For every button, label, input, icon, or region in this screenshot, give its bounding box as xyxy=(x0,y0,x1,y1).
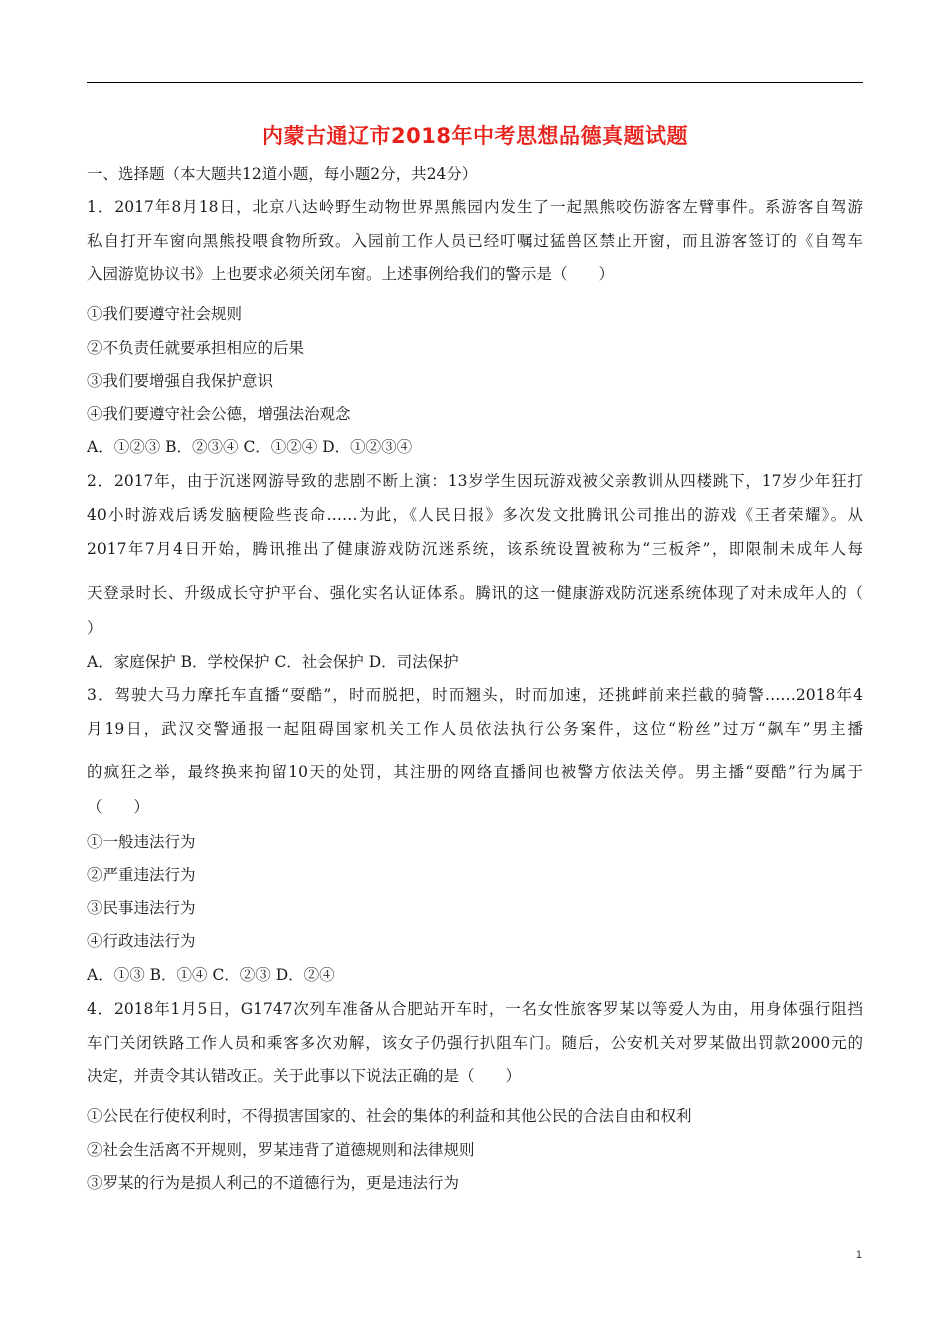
page-number: 1 xyxy=(855,1249,862,1261)
text-line: 的疯狂之举，最终换来拘留10天的处罚，其注册的网络直播间也被警方依法关停。男主播“耍酷”行为属于 xyxy=(87,763,863,781)
text-line: A．①②③ B．②③④ C．①②④ D．①②③④ xyxy=(87,438,413,456)
text-line: ③我们要增强自我保护意识 xyxy=(87,372,274,390)
text-line: 40小时游戏后诱发脑梗险些丧命……为此，《人民日报》多次发文批腾讯公司推出的游戏《王者荣耀》。从 xyxy=(87,506,863,524)
text-line: ②不负责任就要承担相应的后果 xyxy=(87,339,305,357)
text-line: ） xyxy=(87,619,103,637)
header-rule xyxy=(87,82,863,83)
text-line: 3．驾驶大马力摩托车直播“耍酷”，时而脱把，时而翘头，时而加速，还挑衅前来拦截的骑警……2018年4 xyxy=(87,686,863,704)
text-line: ①公民在行使权利时，不得损害国家的、社会的集体的利益和其他公民的合法自由和权利 xyxy=(87,1107,692,1125)
text-line: 私自打开车窗向黑熊投喂食物所致。入园前工作人员已经叮嘱过猛兽区禁止开窗，而且游客签订的《自驾车 xyxy=(87,232,863,250)
text-line: ①我们要遵守社会规则 xyxy=(87,305,243,323)
text-line: （ ） xyxy=(87,798,150,816)
text-line: 2．2017年，由于沉迷网游导致的悲剧不断上演：13岁学生因玩游戏被父亲教训从四楼跳下，17岁少年狂打 xyxy=(87,472,863,490)
text-line: 月19日，武汉交警通报一起阻碍国家机关工作人员依法执行公务案件，这位“粉丝”过万“飙车”男主播 xyxy=(87,720,863,738)
text-line: 2017年7月4日开始，腾讯推出了健康游戏防沉迷系统，该系统设置被称为“三板斧”，即限制未成年人每 xyxy=(87,540,863,558)
text-line: ③民事违法行为 xyxy=(87,899,196,917)
text-line: A．家庭保护 B．学校保护 C．社会保护 D．司法保护 xyxy=(87,653,459,671)
text-line: 车门关闭铁路工作人员和乘客多次劝解，该女子仍强行扒阻车门。随后，公安机关对罗某做出罚款2000元的 xyxy=(87,1034,863,1052)
text-line: ④行政违法行为 xyxy=(87,932,196,950)
text-line: A．①③ B．①④ C．②③ D．②④ xyxy=(87,966,335,984)
text-line: ②社会生活离不开规则，罗某违背了道德规则和法律规则 xyxy=(87,1141,475,1159)
text-line: 4．2018年1月5日，G1747次列车准备从合肥站开车时，一名女性旅客罗某以等爱人为由，用身体强行阻挡 xyxy=(87,1000,863,1018)
text-line: ②严重违法行为 xyxy=(87,866,196,884)
text-line: 入园游览协议书》上也要求必须关闭车窗。上述事例给我们的警示是（ ） xyxy=(87,265,615,283)
section-heading: 一、选择题（本大题共12道小题，每小题2分，共24分） xyxy=(87,165,478,183)
text-line: ③罗某的行为是损人利己的不道德行为，更是违法行为 xyxy=(87,1174,460,1192)
text-line: 天登录时长、升级成长守护平台、强化实名认证体系。腾讯的这一健康游戏防沉迷系统体现了对未成年人的（ xyxy=(87,584,863,602)
page-title: 内蒙古通辽市2018年中考思想品德真题试题 xyxy=(262,124,688,148)
text-line: 1．2017年8月18日，北京八达岭野生动物世界黑熊园内发生了一起黑熊咬伤游客左臂事件。系游客自驾游 xyxy=(87,198,863,216)
text-line: ①一般违法行为 xyxy=(87,833,196,851)
text-line: 决定，并责令其认错改正。关于此事以下说法正确的是（ ） xyxy=(87,1067,522,1085)
text-line: ④我们要遵守社会公德，增强法治观念 xyxy=(87,405,351,423)
